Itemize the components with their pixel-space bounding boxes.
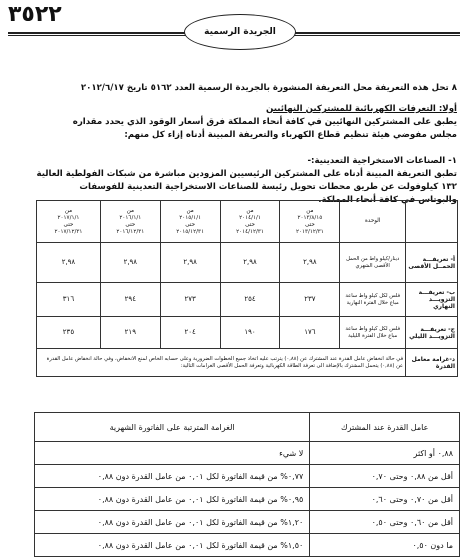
table-cell: ٢,٩٨	[280, 243, 340, 283]
table-row	[37, 317, 458, 349]
note-label: د-غرامة معامل القدرة	[406, 349, 458, 377]
table-cell: ٢٣٥	[37, 317, 101, 349]
table-cell: ٢٧٣	[160, 283, 220, 317]
subsection-body-3: والبوتاس في كافة أنحاء المملكة.	[318, 195, 457, 205]
section-one-body-1: يطبق على المشتركين النهائيين في كافة أنحاء المملكة فرق أسعار الوقود الذي يحدد مقداره	[72, 117, 457, 127]
table-cell: ٢٥٤	[220, 283, 280, 317]
table-cell: ٢,٩٨	[220, 243, 280, 283]
table-row	[35, 465, 460, 488]
table-cell: ١٩٠	[220, 317, 280, 349]
factor-cell: أقل من ٠,٧٠ وحتى ٠,٦٠	[310, 488, 460, 511]
tariff-table	[36, 200, 458, 377]
table-cell: ١٧٦	[280, 317, 340, 349]
penalty-header: الغرامة المترتبة على الفاتورة الشهرية	[35, 413, 310, 442]
table-cell: ٢,٩٨	[37, 243, 101, 283]
penalty-table	[34, 412, 460, 557]
table-cell: ٢١٩	[100, 317, 160, 349]
note-text: في حالة انخفاض عامل القدرة عند المشترك عن (٠,٨٨) يترتب عليه اتخاذ جميع الخطوات الضرورية وعلى حسابه الخاص لمنع الانخفاض، وفي حالة انخفاض عامل القدرة عن (٠,٨٨) يتحمل المشترك بالإضافة الى تعرفة الطاقة الكهربائية وتعرفة الحمل الأقصى الغرامات التالية:	[37, 349, 406, 377]
period-header: من ٢٠١٣/٨/١٥ حتى ٢٠١٣/١٢/٣١	[280, 201, 340, 243]
penalty-cell: ٠,٧٧% من قيمة الفاتورة لكل ٠,٠١ من عامل القدرة دون ٠,٨٨	[35, 465, 310, 488]
subsection-body-1: تطبق التعريفة المبينة أدناه على المشتركين الرئيسيين المزودين مباشرة من شبكات الفولطية العالية	[36, 169, 457, 179]
row-label: ب- تعريفـــة التزويـــد النهاري	[406, 283, 458, 317]
factor-cell: ما دون ٠,٥٠	[310, 534, 460, 557]
table-row	[35, 534, 460, 557]
journal-name: الجريدة الرسمية	[204, 27, 276, 37]
row-label: ج- تعريفـــة التزويـــد الليلي	[406, 317, 458, 349]
penalty-cell: ٠,٩٥% من قيمة الفاتورة لكل ٠,٠١ من عامل القدرة دون ٠,٨٨	[35, 488, 310, 511]
table-row	[37, 349, 458, 377]
factor-cell: أقل من ٠,٦٠ وحتى ٠,٥٠	[310, 511, 460, 534]
penalty-cell: لا شيء	[35, 442, 310, 465]
table-row	[35, 488, 460, 511]
row-unit: دينار/كيلو واط من الحمل الأقصى الشهري	[340, 243, 406, 283]
subsection-body-2: ١٣٢ كيلوفولت عن طريق محطات تحويل رئيسة للصناعات الاستخراجية التعدينية للفوسفات	[79, 182, 457, 192]
table-cell: ٢,٩٨	[160, 243, 220, 283]
penalty-header-row	[35, 413, 460, 442]
table-row	[35, 442, 460, 465]
section-one-body-2: مجلس مفوضي هيئة تنظيم قطاع الكهرباء والتعريفة المبينة أدناه إزاء كل منهم:	[124, 130, 457, 140]
table-cell: ٢٠٤	[160, 317, 220, 349]
period-header: من ٢٠١٧/١/١ حتى ٢٠١٧/١٢/٣١	[37, 201, 101, 243]
unit-header: الوحدة	[340, 201, 406, 243]
penalty-cell: ١,٥٠% من قيمة الفاتورة لكل ٠,٠١ من عامل القدرة دون ٠,٨٨	[35, 534, 310, 557]
row-unit: فلس لكل كيلو واط ساعة مباع خلال الفترة النهارية	[340, 283, 406, 317]
journal-name-badge	[184, 14, 296, 50]
table-row	[37, 243, 458, 283]
period-header: من ٢٠١٥/١/١ حتى ٢٠١٥/١٢/٣١	[160, 201, 220, 243]
factor-cell: أقل من ٠,٨٨ وحتى ٠,٧٠	[310, 465, 460, 488]
factor-header: عامل القدرة عند المشترك	[310, 413, 460, 442]
table-cell: ٣١٦	[37, 283, 101, 317]
row-unit: فلس لكل كيلو واط ساعة مباع خلال الفترة الليلية	[340, 317, 406, 349]
period-header: من ٢٠١٦/١/١ حتى ٢٠١٦/١٢/٣١	[100, 201, 160, 243]
intro-line: ٨ تحل هذه التعريفة محل التعريفة المنشورة بالجريدة الرسمية العدد ٥١٦٢ تاريخ ٢٠١٢/٦/١٧	[80, 83, 457, 93]
period-header: من ٢٠١٤/١/١ حتى ٢٠١٤/١٢/٣١	[220, 201, 280, 243]
factor-cell: ٠,٨٨ أو اكثر	[310, 442, 460, 465]
row-label: أ- تعريفـــة الحمــل الأقصى	[406, 243, 458, 283]
table-cell: ٢٣٧	[280, 283, 340, 317]
penalty-cell: ١,٢٠% من قيمة الفاتورة لكل ٠,٠١ من عامل القدرة دون ٠,٨٨	[35, 511, 310, 534]
table-cell: ٢,٩٨	[100, 243, 160, 283]
header-blank-cell	[406, 201, 458, 243]
table-row	[37, 283, 458, 317]
tariff-header-row	[37, 201, 458, 243]
subsection-title: ١- الصناعات الاستخراجية التعدينية:-	[307, 156, 457, 166]
table-cell: ٢٩٤	[100, 283, 160, 317]
page-number: ٣٥٢٢	[8, 2, 62, 27]
table-row	[35, 511, 460, 534]
section-one-title: أولا: التعرفات الكهربائية للمشتركين النهائيين	[266, 104, 457, 114]
